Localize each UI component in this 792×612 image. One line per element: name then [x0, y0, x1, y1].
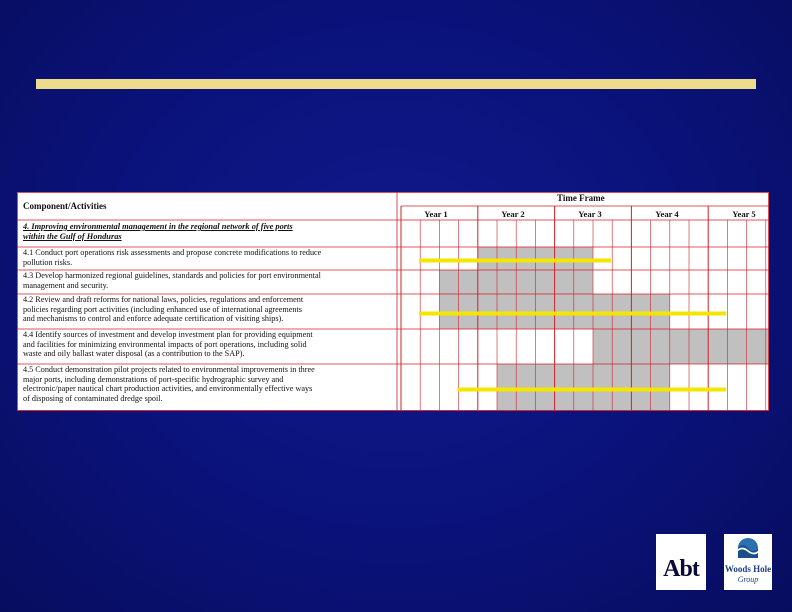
- woods-hole-group-logo: [724, 534, 772, 590]
- gantt-table: [17, 192, 769, 411]
- whg-logo-line-2: Group: [737, 575, 759, 584]
- component-header: Component/Activities: [23, 201, 107, 211]
- activity-5-line: major ports, including demonstrations of port-specific hydrographic survey and: [23, 374, 284, 384]
- highlight-bar-3: [457, 388, 726, 392]
- activity-1-line: 4.1 Conduct port operations risk assessments and propose concrete modifications to reduce: [23, 248, 322, 257]
- activity-4-line: 4.4 Identify sources of investment and develop investment plan for providing equipment: [23, 330, 313, 339]
- shaded-period-4: [593, 329, 769, 364]
- year-4-label: Year 4: [655, 209, 679, 219]
- activity-3-line: policies regarding port activities (including enhanced use of international agreements: [23, 304, 302, 314]
- year-2-label: Year 2: [501, 209, 525, 219]
- activity-1-line: pollution risks.: [23, 257, 73, 267]
- activity-4-line: waste and oily ballast water disposal (as a contribution to the SAP).: [23, 349, 245, 358]
- year-5-label: Year 5: [732, 209, 756, 219]
- activity-5-line: 4.5 Conduct demonstration pilot projects related to environmental improvements in three: [23, 365, 315, 374]
- component-title-line-1: 4. Improving environmental management in the regional network of five ports: [23, 222, 293, 231]
- activity-2-line: management and security.: [23, 280, 109, 290]
- abt-logo: [656, 534, 706, 590]
- activity-4-line: and facilities for minimizing environmental impacts of port operations, including solid: [23, 339, 307, 349]
- activity-5-line: of disposing of contaminated dredge spoil.: [23, 393, 163, 403]
- activity-3-line: and mechanisms to control and enforce adequate certification of visiting ships).: [23, 314, 284, 323]
- component-title-line-2: within the Gulf of Honduras: [23, 232, 122, 241]
- activity-2-line: 4.3 Develop harmonized regional guidelines, standards and policies for port environmental: [23, 271, 321, 280]
- abt-logo-text: Abt: [663, 556, 699, 582]
- activity-3-line: 4.2 Review and draft reforms for national laws, policies, regulations and enforcement: [23, 295, 304, 304]
- highlight-bar-1: [419, 259, 611, 263]
- year-1-label: Year 1: [424, 209, 448, 219]
- whg-logo-line-1: Woods Hole: [724, 564, 772, 574]
- year-3-label: Year 3: [578, 209, 602, 219]
- title-accent-bar: [36, 79, 756, 89]
- time-frame-header: Time Frame: [557, 193, 605, 203]
- highlight-bar-2: [419, 312, 726, 316]
- woods-hole-wave-icon: [724, 534, 772, 590]
- activity-5-line: electronic/paper nautical chart production activities, and environmentally effective ways: [23, 384, 313, 393]
